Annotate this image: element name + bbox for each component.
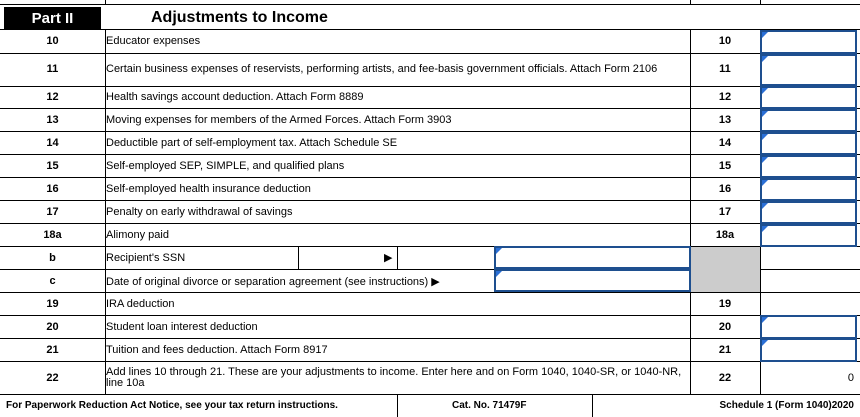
box-number: 15 [718,160,732,172]
line-description: Health savings account deduction. Attach Form 8889 [106,91,364,103]
line-number: 21 [46,344,59,356]
line-number: c [49,275,56,287]
line-number: 15 [46,160,59,172]
line-description: Recipient's SSN [106,252,186,264]
line-15-amount-field[interactable] [760,155,857,178]
field-marker-icon [762,134,768,140]
box-number: 10 [718,35,732,47]
field-marker-icon [762,203,768,209]
line-description: Student loan interest deduction [106,321,258,333]
line-17-amount-field[interactable] [760,201,857,224]
field-marker-icon [762,88,768,94]
line-description-continued: line 10a [106,377,145,389]
box-number: 16 [718,183,732,195]
line-description: Certain business expenses of reservists, performing artists, and fee-basis government officials. Attach Form 2106 [106,63,658,75]
line-number: 20 [46,321,59,333]
line-number: 14 [46,137,59,149]
line-description: Alimony paid [106,229,169,241]
line-18a-amount-field[interactable] [760,224,857,247]
field-marker-icon [762,111,768,117]
recipient-ssn-field[interactable] [494,246,691,269]
line-description: IRA deduction [106,298,175,310]
shaded-cell [691,247,760,292]
line-number: b [49,252,56,264]
field-marker-icon [762,32,768,38]
line-number: 10 [46,35,59,47]
field-marker-icon [762,56,768,62]
line-description: Self-employed health insurance deduction [106,183,311,195]
line-12-amount-field[interactable] [760,86,857,109]
field-marker-icon [762,180,768,186]
line-description: Moving expenses for members of the Armed Forces. Attach Form 3903 [106,114,452,126]
line-number: 22 [46,372,59,384]
line-10-amount-field[interactable] [760,30,857,54]
part-label: Part II [4,7,101,29]
line-description: Add lines 10 through 21. These are your adjustments to income. Enter here and on Form 1040, 1040-SR, or 1040-NR, [106,366,682,378]
line-number: 19 [46,298,59,310]
box-number: 22 [718,372,732,384]
line-description: Penalty on early withdrawal of savings [106,206,293,218]
field-marker-icon [762,317,768,323]
line-number: 16 [46,183,59,195]
line-number: 18a [43,229,62,241]
line-number: 13 [46,114,59,126]
line-description: Date of original divorce or separation agreement (see instructions) ▶ [106,276,440,288]
field-marker-icon [496,271,502,277]
line-number: 17 [46,206,59,218]
line-13-amount-field[interactable] [760,109,857,132]
line-description: Educator expenses [106,35,201,47]
box-number: 17 [718,206,732,218]
line-description: Tuition and fees deduction. Attach Form 8917 [106,344,328,356]
field-marker-icon [762,157,768,163]
line-11-amount-field[interactable] [760,54,857,86]
line-description: Deductible part of self-employment tax. Attach Schedule SE [106,137,398,149]
line-number: 11 [46,63,59,75]
line-22-total-value: 0 [847,372,854,384]
line-14-amount-field[interactable] [760,132,857,155]
divorce-date-field[interactable] [494,269,691,292]
field-marker-icon [762,340,768,346]
box-number: 11 [719,63,731,75]
box-number: 21 [718,344,732,356]
part-title: Adjustments to Income [151,9,328,26]
line-description: Self-employed SEP, SIMPLE, and qualified plans [106,160,345,172]
catalog-number: Cat. No. 71479F [452,400,527,411]
line-number: 12 [46,91,59,103]
field-marker-icon [762,226,768,232]
box-number: 14 [718,137,732,149]
box-number: 20 [718,321,732,333]
line-19-amount-field[interactable] [761,293,858,315]
arrow-right-icon: ▶ [384,252,393,264]
field-marker-icon [496,248,502,254]
line-21-amount-field[interactable] [760,338,857,362]
box-number: 19 [718,298,732,310]
box-number: 12 [718,91,732,103]
line-16-amount-field[interactable] [760,178,857,201]
box-number: 18a [715,229,735,241]
paperwork-notice: For Paperwork Reduction Act Notice, see your tax return instructions. [6,400,338,411]
schedule-footer: Schedule 1 (Form 1040)2020 [719,400,854,411]
box-number: 13 [718,114,732,126]
line-20-amount-field[interactable] [760,315,857,339]
